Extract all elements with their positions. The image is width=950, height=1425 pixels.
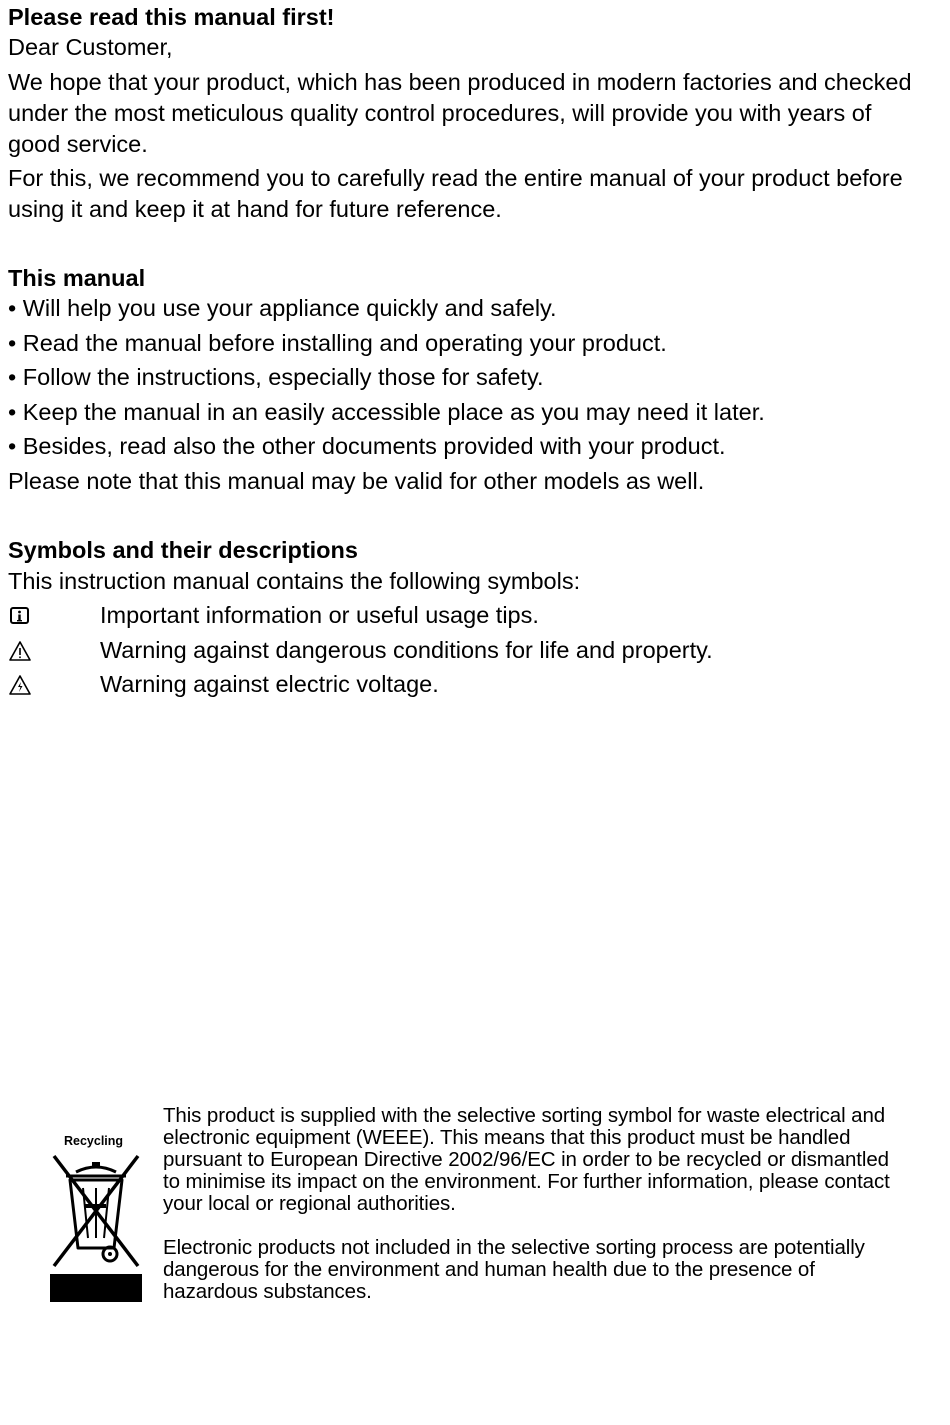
black-bar bbox=[50, 1274, 142, 1302]
manual-bullet-list bbox=[8, 293, 765, 466]
weee-notice bbox=[163, 1105, 903, 1303]
symbols-intro: This instruction manual contains the following symbols: bbox=[8, 568, 581, 594]
intro-paragraph-2: For this, we recommend you to carefully read the entire manual of your product before using it and keep it at hand for future reference. bbox=[8, 165, 903, 222]
symbol-description: Important information or useful usage tips. bbox=[100, 602, 539, 628]
section-heading-this-manual: This manual bbox=[8, 265, 146, 291]
page-title: Please read this manual first! bbox=[8, 4, 335, 30]
weee-paragraph-2: Electronic products not included in the selective sorting process are potentially dangerous for the environment and human health due to the presence of hazardous substances. bbox=[163, 1236, 865, 1303]
intro-paragraph-1: We hope that your product, which has been produced in modern factories and checked under the most meticulous quality control procedures, will provide you with years of good service. bbox=[8, 69, 912, 157]
crossed-out-wheelie-bin-icon bbox=[48, 1150, 144, 1270]
warning-icon bbox=[8, 673, 32, 697]
warning-icon bbox=[8, 639, 32, 663]
weee-recycling-symbol bbox=[48, 1130, 144, 1305]
section-heading-symbols: Symbols and their descriptions bbox=[8, 537, 358, 563]
list-item: • Keep the manual in an easily accessible place as you may need it later. bbox=[8, 398, 765, 425]
list-item: • Follow the instructions, especially those for safety. bbox=[8, 364, 544, 390]
list-item: • Will help you use your appliance quickly and safely. bbox=[8, 295, 557, 321]
recycling-label: Recycling bbox=[64, 1134, 124, 1148]
manual-note: Please note that this manual may be valid for other models as well. bbox=[8, 468, 705, 494]
greeting: Dear Customer, bbox=[8, 34, 173, 60]
symbol-description: Warning against electric voltage. bbox=[100, 671, 439, 697]
info-icon bbox=[8, 604, 32, 628]
weee-paragraph-1: This product is supplied with the selective sorting symbol for waste electrical and electronic equipment (WEEE). This means that this product must be handled pursuant to European Directive 2002/96/EC in order to be recycled or dismantled to minimise its impact on the environment. For further information, please contact your local or regional authorities. bbox=[163, 1104, 890, 1215]
list-item: • Besides, read also the other documents provided with your product. bbox=[8, 433, 726, 459]
list-item: • Read the manual before installing and operating your product. bbox=[8, 329, 667, 356]
symbol-description: Warning against dangerous conditions for life and property. bbox=[100, 636, 713, 663]
